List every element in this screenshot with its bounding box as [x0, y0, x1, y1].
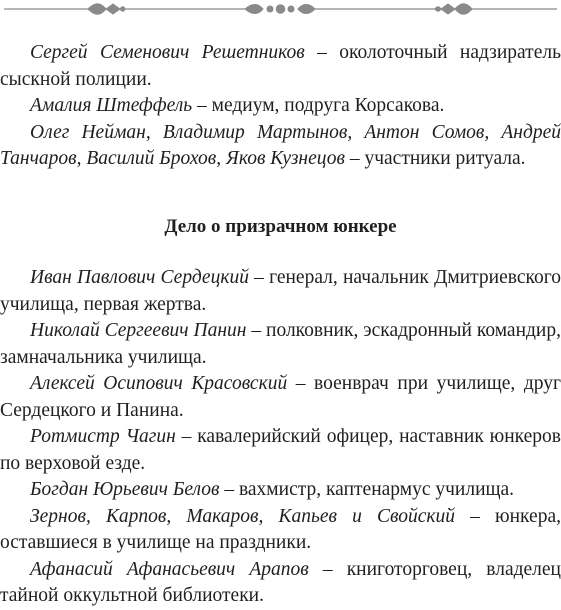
character-description: – вахмистр, каптенармус училища. — [219, 479, 515, 500]
character-name: Амалия Штеффель — [30, 95, 193, 116]
character-name: Афанасий Афанасьевич Арапов — [30, 558, 309, 580]
character-list-top — [0, 40, 561, 173]
header-ornament — [0, 0, 561, 22]
entry-chagin — [0, 424, 561, 477]
character-description: – кавалерийский офицер, наставник юнкеров по верховой езде. — [0, 426, 561, 474]
entry-reshetnikov — [0, 40, 561, 93]
character-name: Алексей Осипович Красовский — [30, 373, 288, 394]
character-description: – военврач при училище, друг Сердецкого и Панина. — [0, 373, 561, 421]
entry-krasovsky — [0, 371, 561, 424]
ornament-flourish-icon — [4, 4, 557, 15]
character-description: – полковник, эскадронный командир, замначальника училища. — [0, 320, 561, 368]
section-title: Дело о призрачном юнкере — [164, 216, 397, 237]
character-name: Николай Сергеевич Панин — [30, 320, 247, 341]
entry-junkers — [0, 504, 561, 557]
character-description: – книготорговец, владелец тайной оккультной библиотеки. — [0, 558, 561, 606]
entry-panin — [0, 318, 561, 371]
entry-belov — [0, 477, 561, 504]
character-description: – околоточный надзиратель сыскной полиции. — [0, 42, 561, 90]
entry-arapov — [0, 557, 561, 610]
entry-shteffel — [0, 93, 561, 120]
entry-ritual-participants — [0, 120, 561, 173]
character-description: – медиум, подруга Корсакова. — [192, 95, 445, 116]
character-name: Олег Нейман, Владимир Мартынов, Антон Сомов, Андрей Танчаров, Василий Брохов, Яков Кузнецов — [0, 121, 561, 169]
character-description: – юнкера, оставшиеся в училище на праздники. — [0, 505, 561, 553]
character-name: Иван Павлович Сердецкий — [30, 267, 249, 288]
character-name: Зернов, Карпов, Макаров, Капьев и Свойский — [30, 505, 455, 527]
character-list-bottom — [0, 265, 561, 610]
character-description: – участники ритуала. — [344, 148, 526, 169]
character-name: Ротмистр Чагин — [30, 426, 176, 447]
character-name: Сергей Семенович Решетников — [30, 42, 305, 63]
character-description: – генерал, начальник Дмитриевского училища, первая жертва. — [0, 267, 561, 315]
entry-serdetsky — [0, 265, 561, 318]
character-name: Богдан Юрьевич Белов — [30, 479, 220, 500]
